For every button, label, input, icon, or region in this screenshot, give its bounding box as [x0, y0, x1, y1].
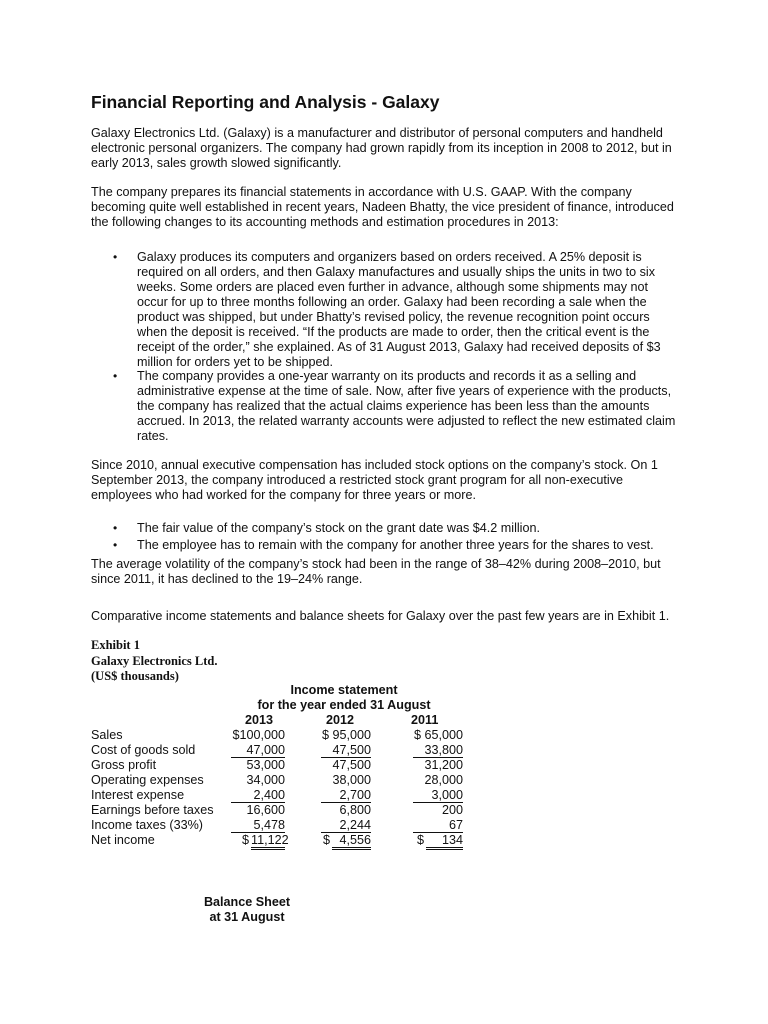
- volatility-line: The average volatility of the company’s stock had been in the range of 38–42% during 2008–2010, but: [91, 557, 661, 571]
- row-value: 2,400: [231, 788, 285, 803]
- stock-line: employees who had worked for the company for three years or more.: [91, 488, 476, 502]
- income-row: [91, 803, 471, 818]
- row-value: $ 65,000: [413, 728, 463, 742]
- row-value: 6,800: [339, 803, 371, 817]
- income-row: [91, 728, 471, 743]
- year-header: 2013: [245, 713, 274, 727]
- row-value: 5,478: [231, 818, 285, 833]
- gaap-paragraph: [91, 185, 681, 230]
- row-value: 2,244: [321, 818, 371, 833]
- row-value: 2,700: [321, 788, 371, 803]
- currency-symbol: $: [417, 833, 425, 847]
- row-value: 53,000: [246, 758, 285, 772]
- bullet-line: product was shipped, but under Bhatty’s revised policy, the revenue recognition point occurs: [137, 310, 650, 324]
- intro-line: Galaxy Electronics Ltd. (Galaxy) is a manufacturer and distributor of personal computers and handheld: [91, 126, 663, 140]
- row-label: Gross profit: [91, 758, 157, 772]
- stock-line: September 2013, the company introduced a restricted stock grant program for all non-executive: [91, 473, 624, 487]
- gaap-line: becoming quite well established in recent years, Nadeen Bhatty, the vice president of finance, introduced: [91, 200, 674, 214]
- revenue-recognition-bullet: [137, 250, 682, 370]
- income-row: [91, 773, 471, 788]
- bullet-line: The fair value of the company’s stock on the grant date was $4.2 million.: [137, 521, 540, 535]
- exhibit-company: Galaxy Electronics Ltd.: [91, 654, 218, 668]
- row-value: 38,000: [332, 773, 371, 787]
- bullet-line: Galaxy produces its computers and organizers based on orders received. A 25% deposit is: [137, 250, 642, 264]
- bullet-marker: •: [113, 250, 118, 264]
- volatility-line: since 2011, it has declined to the 19–24% range.: [91, 572, 363, 586]
- bullet-line: occur for up to three months following an order. Galaxy had been recording a sale when the: [137, 295, 647, 309]
- net-income-value: 4,556: [332, 833, 371, 850]
- row-label: Cost of goods sold: [91, 743, 196, 757]
- bullet-marker: •: [113, 538, 118, 552]
- intro-line: electronic personal organizers. The company had grown rapidly from its inception in 2008 to 2012, but in: [91, 141, 672, 155]
- bullet-line: when the deposit is received. “If the products are made to order, then the critical event is the: [137, 325, 650, 339]
- row-value: 34,000: [246, 773, 285, 787]
- income-statement-title: Income statement: [290, 683, 398, 697]
- stock-compensation-paragraph: [91, 458, 681, 503]
- income-row: [91, 758, 471, 773]
- gaap-line: the following changes to its accounting methods and estimation procedures in 2013:: [91, 215, 559, 229]
- income-row: [91, 818, 471, 833]
- year-header: 2011: [411, 713, 439, 727]
- exhibit-label: Exhibit 1: [91, 638, 140, 652]
- row-value: 67: [413, 818, 463, 833]
- row-label: Earnings before taxes: [91, 803, 214, 817]
- bullet-marker: •: [113, 369, 118, 383]
- row-value: 47,500: [332, 758, 371, 772]
- income-row: [91, 743, 471, 758]
- row-label: Operating expenses: [91, 773, 204, 787]
- row-value: 47,000: [231, 743, 285, 758]
- page-title: Financial Reporting and Analysis - Galaxy: [91, 92, 440, 112]
- net-income-value: 134: [426, 833, 463, 850]
- row-value: 33,800: [413, 743, 463, 758]
- bullet-line: receipt of the order,” she explained. As of 31 August 2013, Galaxy had received deposits of $3: [137, 340, 661, 354]
- currency-symbol: $: [323, 833, 331, 847]
- grant-value-bullet: [137, 521, 682, 536]
- net-income-value: 11,122: [251, 833, 285, 850]
- balance-sheet-subtitle: at 31 August: [209, 910, 285, 924]
- vesting-bullet: [137, 538, 682, 553]
- bullet-line: The employee has to remain with the company for another three years for the shares to vest.: [137, 538, 654, 552]
- comparative-paragraph: [91, 609, 681, 624]
- row-value: 200: [441, 803, 463, 817]
- row-label: Interest expense: [91, 788, 185, 802]
- bullet-line: administrative expense at the time of sale. Now, after five years of experience with the products,: [137, 384, 672, 398]
- bullet-line: the company has realized that the actual claims experience has been less than the amounts: [137, 399, 650, 413]
- intro-paragraph: [91, 126, 681, 171]
- row-label: Sales: [91, 728, 123, 742]
- warranty-bullet: [137, 369, 682, 444]
- balance-sheet-title: Balance Sheet: [203, 895, 291, 909]
- row-value: 16,600: [246, 803, 285, 817]
- row-value: 31,200: [424, 758, 463, 772]
- year-header-row: [91, 713, 471, 728]
- bullet-line: accrued. In 2013, the related warranty accounts were adjusted to reflect the new estimated claim: [137, 414, 676, 428]
- bullet-line: The company provides a one-year warranty on its products and records it as a selling and: [137, 369, 637, 383]
- row-value: 47,500: [321, 743, 371, 758]
- year-header: 2012: [326, 713, 355, 727]
- income-row: [91, 788, 471, 803]
- volatility-paragraph: [91, 557, 681, 587]
- bullet-line: million for orders yet to be shipped.: [137, 355, 334, 369]
- bullet-line: weeks. Some orders are placed even further in advance, although some shipments may not: [137, 280, 649, 294]
- exhibit-units: (US$ thousands): [91, 669, 179, 683]
- income-statement-subtitle: for the year ended 31 August: [257, 698, 431, 712]
- bullet-line: rates.: [137, 429, 169, 443]
- row-value: $100,000: [232, 728, 285, 742]
- currency-symbol: $: [242, 833, 250, 847]
- row-label: Income taxes (33%): [91, 818, 203, 832]
- bullet-line: required on all orders, and then Galaxy manufactures and usually ships the units in two to six: [137, 265, 656, 279]
- row-value: $ 95,000: [321, 728, 371, 742]
- stock-line: Since 2010, annual executive compensation has included stock options on the company’s stock. On 1: [91, 458, 658, 472]
- row-value: 28,000: [424, 773, 463, 787]
- row-label: Net income: [91, 833, 155, 847]
- intro-line: early 2013, sales growth slowed significantly.: [91, 156, 342, 170]
- row-value: 3,000: [413, 788, 463, 803]
- bullet-marker: •: [113, 521, 118, 535]
- comparative-line: Comparative income statements and balance sheets for Galaxy over the past few years are in Exhibit 1.: [91, 609, 670, 623]
- gaap-line: The company prepares its financial statements in accordance with U.S. GAAP. With the company: [91, 185, 632, 199]
- net-income-row: [91, 833, 471, 848]
